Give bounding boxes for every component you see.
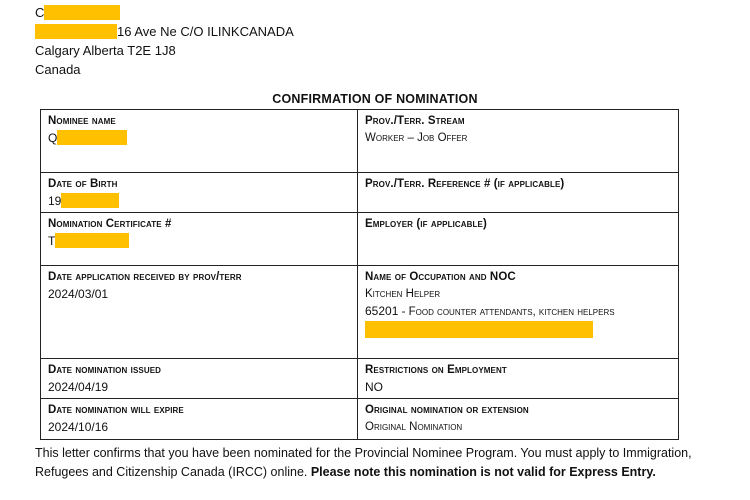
reference-cell	[358, 173, 679, 213]
expire-cell	[41, 399, 358, 440]
table-row	[41, 399, 679, 440]
table-row	[41, 110, 679, 173]
certificate-label: Nomination Certificate #	[48, 218, 172, 230]
redaction-block	[55, 233, 129, 248]
occupation-label: Name of Occupation and NOC	[365, 271, 516, 283]
dob-value	[48, 193, 350, 210]
certificate-prefix: T	[48, 234, 56, 248]
stream-value: Worker – Job Offer	[365, 132, 468, 144]
nominee-name-cell	[41, 110, 358, 173]
issued-cell	[41, 359, 358, 399]
employer-cell	[358, 213, 679, 266]
noc-redaction-row	[365, 321, 671, 341]
address-line-4: Canada	[35, 62, 81, 77]
received-value: 2024/03/01	[48, 287, 109, 301]
stream-cell	[358, 110, 679, 173]
certificate-cell	[41, 213, 358, 266]
issued-value: 2024/04/19	[48, 380, 109, 394]
address-line-1	[35, 3, 120, 22]
expire-label: Date nomination will expire	[48, 404, 184, 416]
issued-label: Date nomination issued	[48, 364, 162, 376]
nomination-table	[40, 109, 679, 440]
nominee-name-prefix: Q	[48, 131, 58, 145]
address-line-3: Calgary Alberta T2E 1J8	[35, 43, 176, 58]
reference-label: Prov./Terr. Reference # (if applicable)	[365, 178, 565, 190]
employer-label: Employer (if applicable)	[365, 218, 487, 230]
restrictions-label: Restrictions on Employment	[365, 364, 507, 376]
table-row	[41, 173, 679, 213]
redaction-block	[35, 24, 117, 39]
dob-prefix: 19	[48, 194, 62, 208]
redaction-block	[57, 130, 127, 145]
confirmation-paragraph	[35, 444, 715, 482]
redaction-block	[61, 193, 119, 208]
table-row	[41, 266, 679, 359]
redaction-block	[365, 321, 593, 338]
original-cell	[358, 399, 679, 440]
noc-description: - Food counter attendants, kitchen helpers	[398, 306, 615, 318]
restrictions-value: NO	[365, 380, 383, 394]
certificate-value	[48, 233, 350, 250]
address-street: 16 Ave Ne C/O ILINKCANADA	[117, 24, 294, 39]
address-line-2	[35, 22, 294, 41]
occupation-cell	[358, 266, 679, 359]
nominee-name-label: Nominee name	[48, 115, 116, 127]
table-row	[41, 213, 679, 266]
noc-code: 65201	[365, 304, 399, 318]
document-title: CONFIRMATION OF NOMINATION	[272, 92, 478, 106]
stream-label: Prov./Terr. Stream	[365, 115, 465, 127]
original-label: Original nomination or extension	[365, 404, 529, 416]
paragraph-bold-notice: Please note this nomination is not valid for Express Entry.	[310, 465, 656, 479]
occupation-value: Kitchen Helper	[365, 288, 441, 300]
noc-line	[365, 303, 671, 321]
address-prefix: C	[35, 5, 45, 20]
redaction-block	[44, 5, 120, 20]
original-value: Original Nomination	[365, 421, 463, 433]
table-row	[41, 359, 679, 399]
nominee-name-value	[48, 130, 350, 147]
dob-label: Date of Birth	[48, 178, 118, 190]
paragraph-text: This letter confirms that you have been nominated for the Provincial Nominee Program. You must apply to Immigration, Refugees and Citizenship Canada (IRCC) online.	[35, 446, 692, 479]
dob-cell	[41, 173, 358, 213]
received-cell	[41, 266, 358, 359]
expire-value: 2024/10/16	[48, 420, 109, 434]
received-label: Date application received by prov/terr	[48, 271, 242, 283]
restrictions-cell	[358, 359, 679, 399]
